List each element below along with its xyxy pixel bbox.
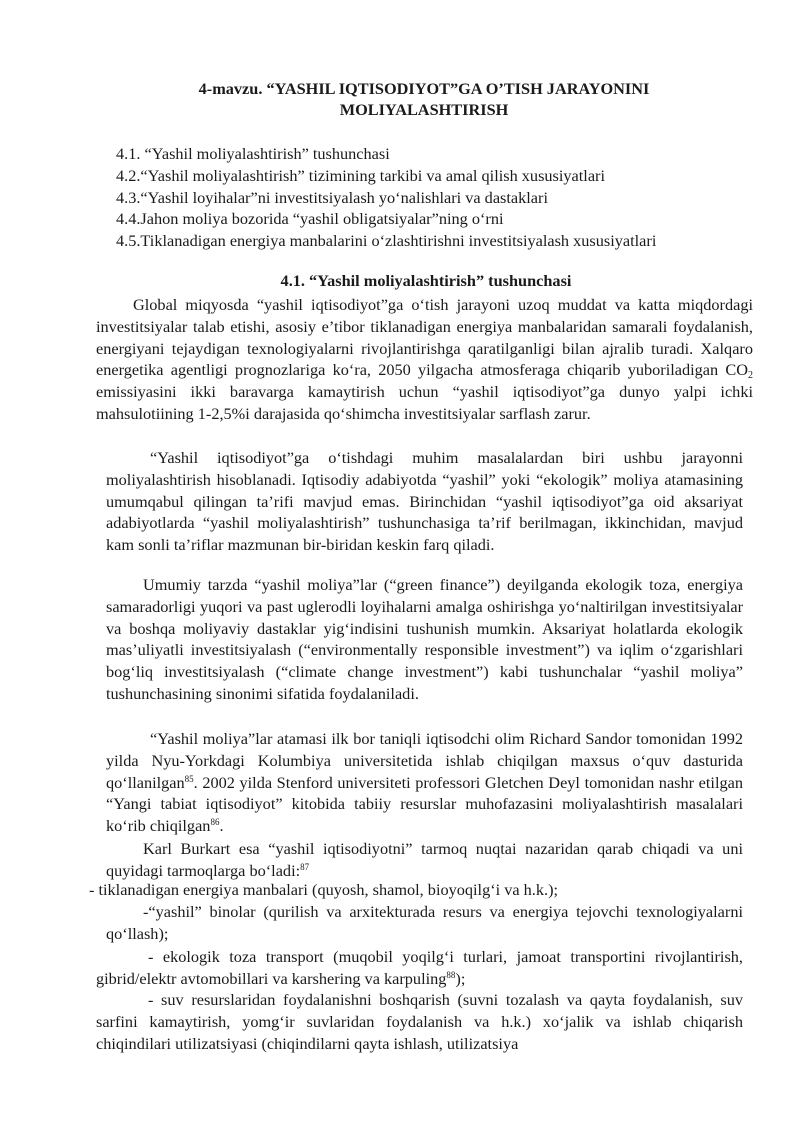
list-item: -“yashil” binolar (qurilish va arxitekturada resurs va energiya tejovchi texnologiyalarni qo‘llash); xyxy=(106,902,743,943)
paragraph-5 xyxy=(106,838,743,882)
p5-text: Karl Burkart esa “yashil iqtisodiyotni” tarmoq nuqtai nazaridan qarab chiqadi va uni quyidagi tarmoqlarga bo‘ladi: xyxy=(106,839,743,880)
footnote-ref-86[interactable]: 86 xyxy=(210,817,220,828)
li3-text: - ekologik toza transport (muqobil yoqilg‘i turlari, jamoat transportini rivojlantirish, gibrid/elektr avtomobillari va karshering va karpuling xyxy=(96,947,743,988)
p1-text: Global miqyosda “yashil iqtisodiyot”ga o‘tish jarayoni uzoq muddat va katta miqdordagi investitsiyalar talab etishi, asosiy e’tibor tiklanadigan energiya manbalaridan samarali foydalanish, energiyani tejaydigan texnologiyalarni rivojlantirishga qaratilganligi bilan ajralib turadi. Xalqaro energetika agentligi prognozlariga ko‘ra, 2050 yilgacha atmosferaga chiqarib yuboriladigan CO xyxy=(96,295,753,380)
paragraph-2: “Yashil iqtisodiyot”ga o‘tishdagi muhim masalalardan biri ushbu jarayonni moliyalashtirish hisoblanadi. Iqtisodiy adabiyotda “yashil” yoki “ekologik” moliya atamasining umumqabul qilingan ta’rifi mavjud emas. Birinchidan “yashil iqtisodiyot”ga oid aksariyat adabiyotlarda “yashil moliyalashtirish” tushunchasiga ta’rif berilmagan, ikkinchidan, mavjud kam sonli ta’riflar mazmunan bir-biridan keskin farq qiladi. xyxy=(106,448,743,555)
toc-item: 4.3.“Yashil loyihalar”ni investitsiyalash yo‘nalishlari va dastaklari xyxy=(116,187,548,207)
p4-text-c: . xyxy=(219,816,224,836)
paragraph-3: Umumiy tarzda “yashil moliya”lar (“green finance”) deyilganda ekologik toza, energiya samaradorligi yuqori va past uglerodli loyihalarni amalga oshirishga yo‘naltirilgan investitsiyalar va boshqa moliyaviy dastaklar yig‘indisini tushunish mumkin. Aksariyat holatlarda ekologik mas’uliyatli investitsiyalash (“environmentally responsible investment”) va iqlim o‘zgarishlari bog‘liq investitsiyalash (“climate change investment”) kabi tushunchalar “yashil moliya” tushunchasining sinonimi sifatida foydalaniladi. xyxy=(106,575,743,703)
footnote-ref-85[interactable]: 85 xyxy=(184,773,194,784)
paragraph-1 xyxy=(96,294,753,425)
toc-item: 4.1. “Yashil moliyalashtirish” tushunchasi xyxy=(116,144,390,163)
toc-item: 4.4.Jahon moliya bozorida “yashil obligatsiyalar”ning o‘rni xyxy=(116,209,504,229)
title-line-1: 4-mavzu. “YASHIL IQTISODIYOT”GA O’TISH JARAYONINI xyxy=(198,79,650,98)
table-of-contents xyxy=(116,143,776,252)
p4-text-a: “Yashil moliya”lar atamasi ilk bor taniqli iqtisodchi olim Richard Sandor tomonidan 1992 yilda Nyu-Yorkdagi Kolumbiya universitetida ishlab chiqilgan maxsus o‘quv dasturida qo‘llanilgan xyxy=(106,729,743,792)
list-item xyxy=(96,946,743,990)
p1-text-2: emissiyasini ikki baravarga kamaytirish uchun “yashil iqtisodiyot”ga dunyo yalpi ichki mahsulotiining 1-2,5%i darajasida qo‘shimcha investitsiyalar sarflash zarur. xyxy=(96,382,753,423)
title-line-2: MOLIYALASHTIRISH xyxy=(339,100,509,119)
paragraph-4 xyxy=(106,728,743,837)
p1-subscript: 2 xyxy=(748,370,753,382)
toc-item: 4.5.Tiklanadigan energiya manbalarini o‘zlashtirishni investitsiyalash xususiyatlari xyxy=(116,231,657,251)
li3-text-2: ); xyxy=(455,968,466,988)
footnote-ref-87[interactable]: 87 xyxy=(300,861,310,872)
section-heading: 4.1. “Yashil moliyalashtirish” tushunchasi xyxy=(280,271,572,290)
footnote-ref-88[interactable]: 88 xyxy=(446,969,456,980)
p4-text-b: . 2002 yilda Stenford universiteti professori Gletchen Deyl tomonidan nashr etilgan “Yangi tabiat iqtisodiyot” kitobida tabiiy resurslar muhofazasini moliyalashtirish masalalari ko‘rib chiqilgan xyxy=(106,772,743,836)
toc-item: 4.2.“Yashil moliyalashtirish” tizimining tarkibi va amal qilish xususiyatlari xyxy=(116,165,605,185)
list-item: - suv resurslaridan foydalanishni boshqarish (suvni tozalash va qayta foydalanish, suv sarfini kamaytirish, yomg‘ir suvlaridan foydalanish va h.k.) xo‘jalik va ishlab chiqarish chiqindilari utilizatsiyasi (chiqindilarni qayta ishlash, utilizatsiya xyxy=(96,990,743,1053)
list-item: - tiklanadigan energiya manbalari (quyosh, shamol, bioyoqilg‘i va h.k.); xyxy=(89,880,559,899)
page-title xyxy=(96,78,752,120)
